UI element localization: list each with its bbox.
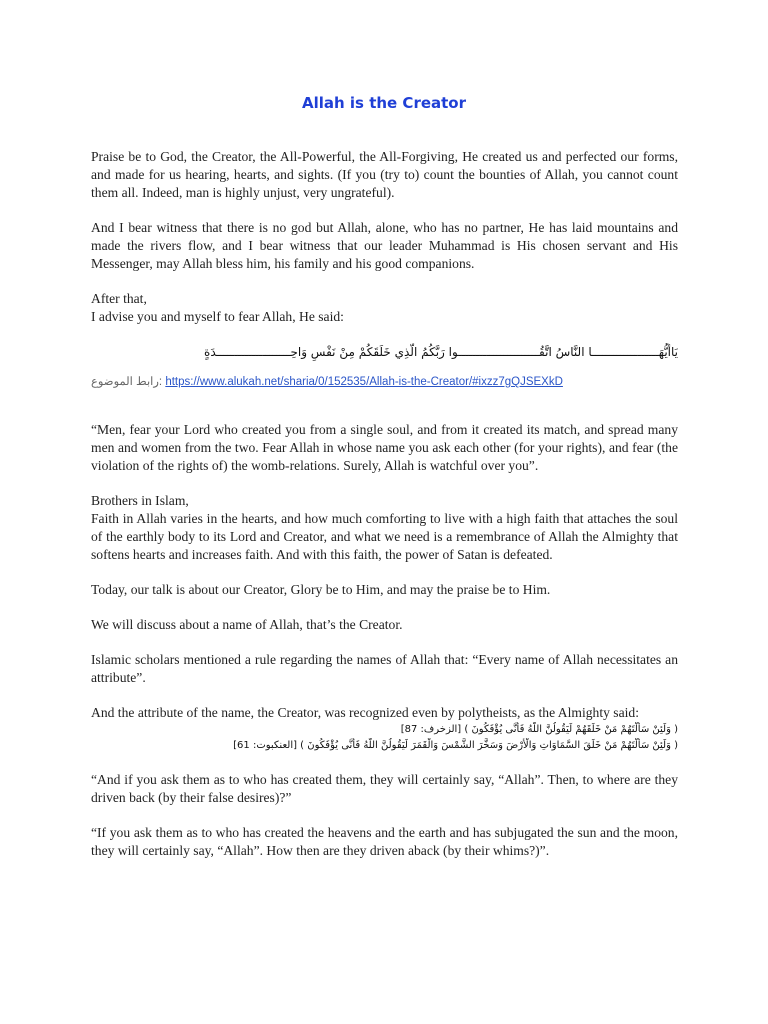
- paragraph-quote-heavens: “If you ask them as to who has created the heavens and the earth and has subjugated the sun and the moon, they will certainly say, “Allah”. How then are they driven aback (by their whims?)”.: [91, 825, 678, 858]
- arabic-verse-zukhruf: ( وَلَئِنْ سَأَلْتَهُمْ مَنْ خَلَقَهُمْ لَيَقُولُنَّ اللَّهُ فَأَنَّى يُؤْفَكُونَ ) [الزخرف: 87]: [400, 724, 678, 735]
- source-link-label: رابط الموضوع:: [91, 376, 163, 388]
- paragraph-after-that: After that,: [91, 291, 147, 306]
- source-link-line: [91, 373, 678, 391]
- paragraph-faith: Faith in Allah varies in the hearts, and how much comforting to live with a high faith that attaches the soul of the earthly body to its Lord and Creator, and what we need is a remembrance of Allah the Almighty that softens hearts and increases faith. And with this faith, the power of Satan is defeated.: [91, 511, 678, 562]
- page-title: Allah is the Creator: [301, 94, 467, 112]
- document-body: [91, 148, 678, 877]
- paragraph-quote-created-them: “And if you ask them as to who has created them, they will certainly say, “Allah”. Then, to where are they driven back (by their false desires)?”: [91, 772, 678, 805]
- arabic-verse-nisa: يَاأَيُّهَـــــــــــــــــــا النَّاسُ اتَّقُـــــــــــــــــــــــوا رَبَّكُمُ الَّذِي خَلَقَكُمْ مِنْ نَفْسٍ وَاحِـــــــــــــــــــــدَةٍ: [204, 345, 678, 359]
- paragraph-discuss: We will discuss about a name of Allah, that’s the Creator.: [91, 617, 403, 632]
- paragraph-advise: I advise you and myself to fear Allah, He said:: [91, 309, 344, 324]
- paragraph-today: Today, our talk is about our Creator, Glory be to Him, and may the praise be to Him.: [91, 582, 551, 597]
- paragraph-scholars: Islamic scholars mentioned a rule regarding the names of Allah that: “Every name of Allah necessitates an attribute”.: [91, 652, 678, 685]
- paragraph-attribute: And the attribute of the name, the Creator, was recognized even by polytheists, as the Almighty said:: [91, 705, 639, 720]
- source-link[interactable]: https://www.alukah.net/sharia/0/152535/Allah-is-the-Creator/#ixzz7gQJSEXkD: [165, 376, 563, 388]
- paragraph-quote-men: “Men, fear your Lord who created you from a single soul, and from it created its match, and spread many men and women from the two. Fear Allah in whose name you ask each other (for your rights), and fear (the violation of the rights of) the womb-relations. Surely, Allah is watchful over you”.: [91, 422, 678, 473]
- arabic-verse-ankabut: ( وَلَئِنْ سَأَلْتَهُمْ مَنْ خَلَقَ السَّمَاوَاتِ وَالْأَرْضَ وَسَخَّرَ الشَّمْسَ وَالْقَمَرَ لَيَقُولُنَّ اللَّهُ فَأَنَّى يُؤْفَكُونَ ) [العنكبوت: 61]: [233, 740, 678, 751]
- paragraph-praise: Praise be to God, the Creator, the All-Powerful, the All-Forgiving, He created us and perfected our forms, and made for us hearing, hearts, and sights. (If you (try to) count the bounties of Allah, you cannot count them all. Indeed, man is highly unjust, very ungrateful).: [91, 149, 678, 200]
- paragraph-witness: And I bear witness that there is no god but Allah, alone, who has no partner, He has laid mountains and made the rivers flow, and I bear witness that our leader Muhammad is His chosen servant and His Messenger, may Allah bless him, his family and his good companions.: [91, 220, 678, 271]
- paragraph-brothers: Brothers in Islam,: [91, 493, 189, 508]
